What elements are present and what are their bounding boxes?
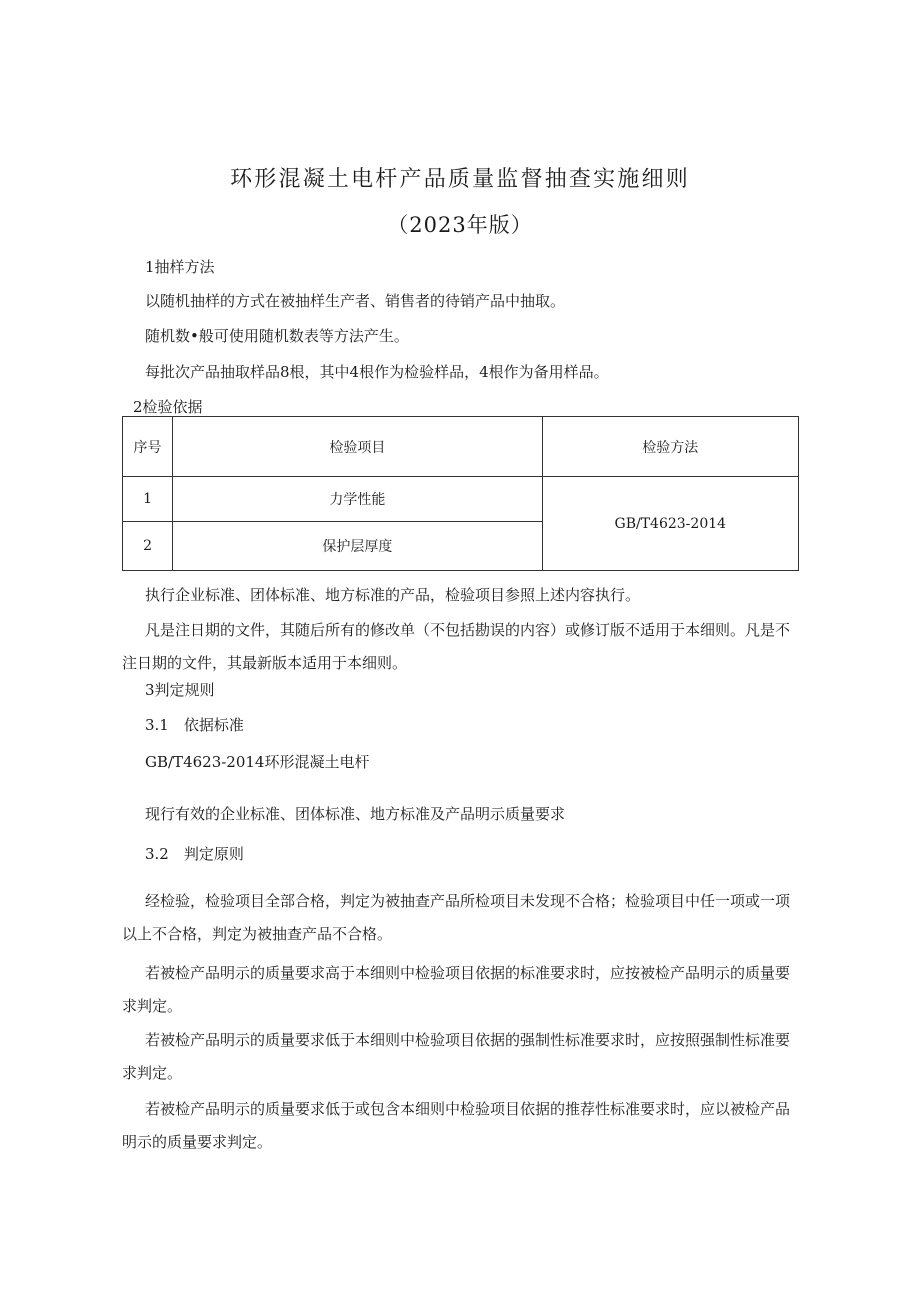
standard-item: GB/T4623-2014环形混凝土电杆 (145, 753, 370, 771)
section1-paragraph: 随机数•般可使用随机数表等方法产生。 (145, 327, 409, 345)
section3-heading: 3判定规则 (145, 681, 215, 699)
row-item: 力学性能 (173, 477, 543, 522)
judgement-paragraph: 经检验，检验项目全部合格，判定为被抽查产品所检项目未发现不合格；检验项目中任一项或一项以上不合格，判定为被抽查产品不合格。 (122, 892, 791, 943)
document-title: 环形混凝土电杆产品质量监督抽查实施细则 (230, 167, 690, 192)
section2-heading: 2检验依据 (133, 398, 203, 416)
subsection-3-2-heading: 3.2 判定原则 (145, 845, 244, 863)
header-cell-method: 检验方法 (542, 417, 798, 477)
row-no: 2 (123, 522, 173, 571)
section2-paragraph: 凡是注日期的文件，其随后所有的修改单（不包括勘误的内容）或修订版不适用于本细则。凡是不注日期的文件，其最新版本适用于本细则。 (122, 621, 791, 672)
judgement-paragraph: 若被检产品明示的质量要求高于本细则中检验项目依据的标准要求时，应按被检产品明示的质量要求判定。 (122, 964, 791, 1015)
inspection-table (122, 416, 799, 571)
section1-heading: 1抽样方法 (145, 258, 215, 276)
standard-item: 现行有效的企业标准、团体标准、地方标准及产品明示质量要求 (145, 805, 566, 823)
row-item: 保护层厚度 (173, 522, 543, 571)
subsection-3-1-heading: 3.1 依据标准 (145, 716, 244, 734)
judgement-paragraph: 若被检产品明示的质量要求低于或包含本细则中检验项目依据的推荐性标准要求时，应以被检产品明示的质量要求判定。 (122, 1100, 791, 1151)
table-header-row (123, 417, 799, 477)
section2-paragraph: 执行企业标准、团体标准、地方标准的产品，检验项目参照上述内容执行。 (145, 586, 641, 604)
document-edition: （2023年版） (387, 213, 533, 237)
table-row (123, 477, 799, 522)
judgement-paragraph: 若被检产品明示的质量要求低于本细则中检验项目依据的强制性标准要求时，应按照强制性标准要求判定。 (122, 1031, 791, 1082)
header-cell-item: 检验项目 (173, 417, 543, 477)
method-cell: GB/T4623-2014 (542, 477, 798, 571)
section1-paragraph: 每批次产品抽取样品8根，其中4根作为检验样品，4根作为备用样品。 (145, 363, 609, 381)
section1-paragraph: 以随机抽样的方式在被抽样生产者、销售者的待销产品中抽取。 (145, 292, 566, 310)
row-no: 1 (123, 477, 173, 522)
header-cell-no: 序号 (123, 417, 173, 477)
